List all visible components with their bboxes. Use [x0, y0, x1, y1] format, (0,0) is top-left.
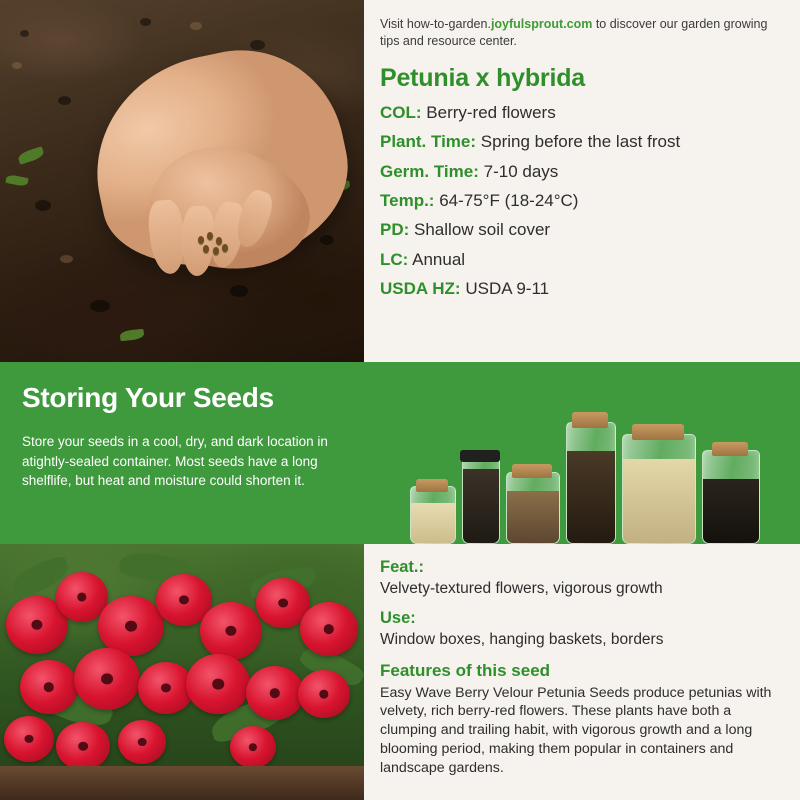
planter-box [0, 766, 364, 800]
feat-value: Velvety-textured flowers, vigorous growth [380, 580, 663, 597]
spec-value-temp: 64-75°F (18-24°C) [439, 190, 579, 210]
spec-label-pd: PD: [380, 220, 410, 240]
jar-1-cork [416, 479, 448, 492]
spec-value-germ-time: 7-10 days [483, 161, 559, 181]
spec-value-usda-hz: USDA 9-11 [465, 279, 550, 299]
spec-row-usda-hz [380, 279, 786, 299]
spec-row-germ-time [380, 162, 786, 182]
jar-6-cork [712, 442, 748, 456]
species-title: Petunia x hybrida [380, 63, 585, 92]
bottom-text-panel [364, 544, 800, 800]
visit-prefix: Visit how-to-garden. [380, 17, 491, 31]
spec-value-plant-time: Spring before the last frost [480, 132, 681, 152]
top-text-panel [364, 0, 800, 362]
jar-5 [622, 434, 696, 544]
jar-3-cork [512, 464, 552, 478]
visit-line [380, 16, 786, 50]
jar-5-cork [632, 424, 684, 440]
jar-1 [410, 486, 456, 544]
spec-row-col [380, 103, 786, 123]
jar-2 [462, 456, 500, 544]
use-label: Use: [380, 609, 416, 628]
spec-row-pd [380, 220, 786, 240]
band-title: Storing Your Seeds [22, 382, 274, 413]
visit-suffix: to discover our garden growing tips and resource center. [380, 17, 768, 48]
band-body: Store your seeds in a cool, dry, and dark location in atightly-sealed container. Most seeds have a long shelflife, but heat and moisture could shorten it. [22, 434, 328, 489]
jar-2-lid [460, 450, 500, 462]
spec-row-plant-time [380, 132, 786, 152]
spec-value-col: Berry-red flowers [426, 102, 556, 122]
brand-link[interactable]: joyfulsprout.com [490, 17, 593, 31]
spec-label-germ-time: Germ. Time: [380, 161, 479, 181]
seeds-in-hand [196, 232, 232, 258]
storing-seeds-band [0, 362, 800, 544]
spec-row-temp [380, 191, 786, 211]
feat-label: Feat.: [380, 558, 425, 576]
features-body: Easy Wave Berry Velour Petunia Seeds produce petunias with velvety, rich berry-red flowers. These plants have both a clumping and trailing habit, with vigorous growth and a long blooming period, making them popular in containers and landscape gardens. [380, 684, 772, 776]
jar-3 [506, 472, 560, 544]
features-heading: Features of this seed [380, 660, 551, 680]
spec-value-pd: Shallow soil cover [414, 220, 551, 240]
jar-4-cork [572, 412, 608, 428]
spec-label-plant-time: Plant. Time: [380, 132, 477, 152]
spec-row-lc [380, 250, 786, 270]
petunia-photo [0, 544, 364, 800]
use-value: Window boxes, hanging baskets, borders [380, 631, 664, 649]
jar-4 [566, 422, 616, 544]
top-section [0, 0, 800, 362]
spec-label-usda-hz: USDA HZ: [380, 279, 461, 299]
spec-label-temp: Temp.: [380, 190, 435, 210]
seed-jars-photo [400, 384, 770, 544]
spec-value-lc: Annual [412, 249, 466, 269]
soil-planting-photo [0, 0, 364, 362]
bottom-section [0, 544, 800, 800]
jar-6 [702, 450, 760, 544]
spec-label-lc: LC: [380, 249, 409, 269]
spec-label-col: COL: [380, 102, 422, 122]
